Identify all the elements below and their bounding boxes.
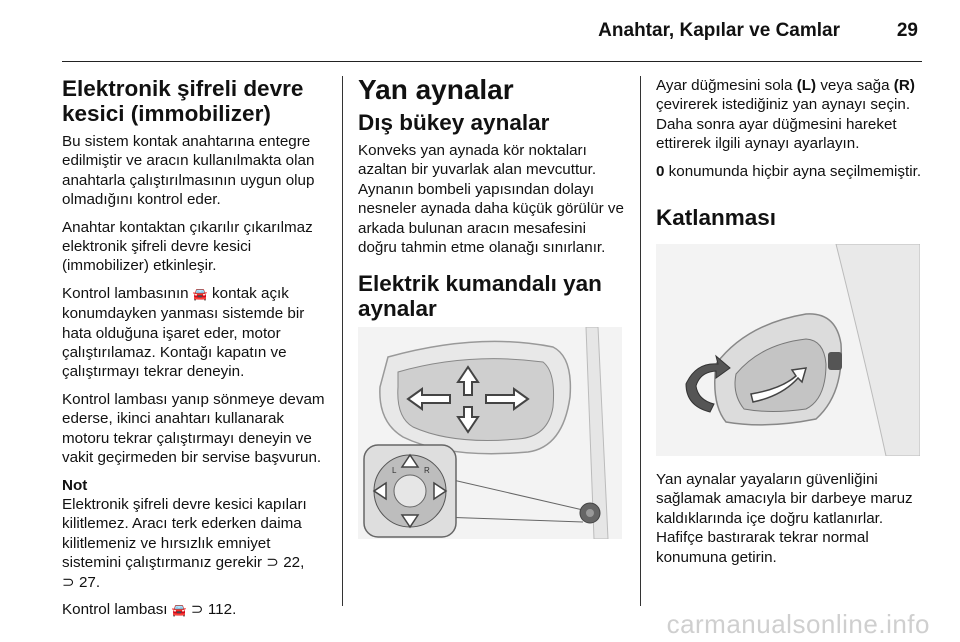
- paragraph: [656, 76, 924, 154]
- paragraph: Anahtar kontaktan çıkarılır çıkarılmaz elektronik şifreli devre kesici (immobilizer) etkinleşir.: [62, 218, 313, 275]
- section-heading-immobilizer: Elektronik şifreli devre kesici (immobilizer): [62, 76, 304, 126]
- left-label: (L): [796, 77, 817, 94]
- column-divider: [640, 76, 641, 606]
- text: konumunda hiçbir ayna seçilmemiştir.: [664, 162, 922, 180]
- paragraph: [62, 284, 330, 382]
- immobilizer-warning-icon: 🚘: [171, 602, 187, 617]
- text: Kontrol lambasının: [62, 284, 193, 302]
- note-text: Elektronik şifreli devre kesici kapıları kilitlemez. Aracı terk ederken daima kilitlemeniz ve hırsızlık emniyet sistemini çalıştırmanız gerekir: [62, 495, 307, 572]
- text: Ayar düğmesini sola: [656, 77, 797, 94]
- mirror-folding-illustration: [656, 244, 920, 456]
- note-block: [62, 476, 330, 592]
- mirror-adjustment-illustration: [358, 327, 622, 539]
- page-reference-link[interactable]: ⊃ 22,: [266, 554, 305, 572]
- left-selector-label: L: [392, 466, 397, 476]
- column-side-mirrors: [358, 76, 624, 539]
- watermark: carmanualsonline.info: [666, 609, 930, 639]
- right-label: (R): [893, 77, 915, 94]
- header-rule: [62, 61, 922, 62]
- paragraph: [62, 600, 330, 620]
- text: çevirerek istediğiniz yan aynayı seçin. Daha sonra ayar düğmesini hareket ettirerek ilgili aynayı ayarlayın.: [656, 96, 911, 153]
- text: veya sağa: [816, 77, 894, 94]
- immobilizer-warning-icon: 🚘: [192, 286, 208, 301]
- column-immobilizer: [62, 76, 330, 628]
- subheading-electric-mirrors: Elektrik kumandalı yan aynalar: [358, 271, 602, 322]
- paragraph: Kontrol lambası yanıp sönmeye devam ederse, ikinci anahtarı kullanarak motoru tekrar çalıştırmayı deneyin ve vakit geçirmeden bir servise başvurun.: [62, 390, 325, 467]
- page-number: 29: [896, 20, 918, 41]
- paragraph: Yan aynalar yayaların güvenliğini sağlamak amacıyla bir darbeye maruz kaldıklarında içe doğru katlanırlar. Hafifçe bastırarak tekrar normal konumuna getirin.: [656, 471, 913, 566]
- running-header-title: Anahtar, Kapılar ve Camlar: [598, 20, 840, 41]
- note-title: Not: [62, 476, 88, 494]
- paragraph: Bu sistem kontak anahtarına entegre edilmiştir ve aracın kullanılmakta olan anahtarla çalıştırılmasının uygun olup olmadığını kontrol eder.: [62, 133, 315, 209]
- mirror-folding-drawing: [656, 244, 920, 456]
- subheading-folding: Katlanması: [656, 205, 777, 231]
- paragraph: Konveks yan aynada kör noktaları azaltan bir yuvarlak alan mevcuttur. Aynanın bombeli yapısından dolayı nesneler aynada daha küçük görülür ve arkada bulunan aracın mesafesini doğru tahmin etme olanağı sınırlanır.: [358, 142, 624, 257]
- column-divider: [342, 76, 343, 606]
- text: kontak açık konumdayken yanması sistemde bir hata olduğuna işaret eder, motor çalıştırılamaz. Kontağı kapatın ve çalıştırmayı tekrar deneyin.: [62, 284, 305, 381]
- column-mirror-folding: [656, 76, 924, 575]
- text: Kontrol lambası: [62, 600, 172, 618]
- page-reference-link[interactable]: ⊃ 112.: [186, 600, 237, 618]
- page-reference-link[interactable]: ⊃ 27.: [62, 573, 101, 591]
- mirror-adjustment-drawing: [358, 327, 622, 539]
- right-selector-label: R: [424, 466, 430, 476]
- subheading-convex-mirrors: Dış bükey aynalar: [358, 110, 550, 135]
- paragraph: [656, 162, 924, 181]
- chapter-heading-side-mirrors: Yan aynalar: [358, 74, 514, 105]
- zero-position-label: 0: [656, 162, 665, 180]
